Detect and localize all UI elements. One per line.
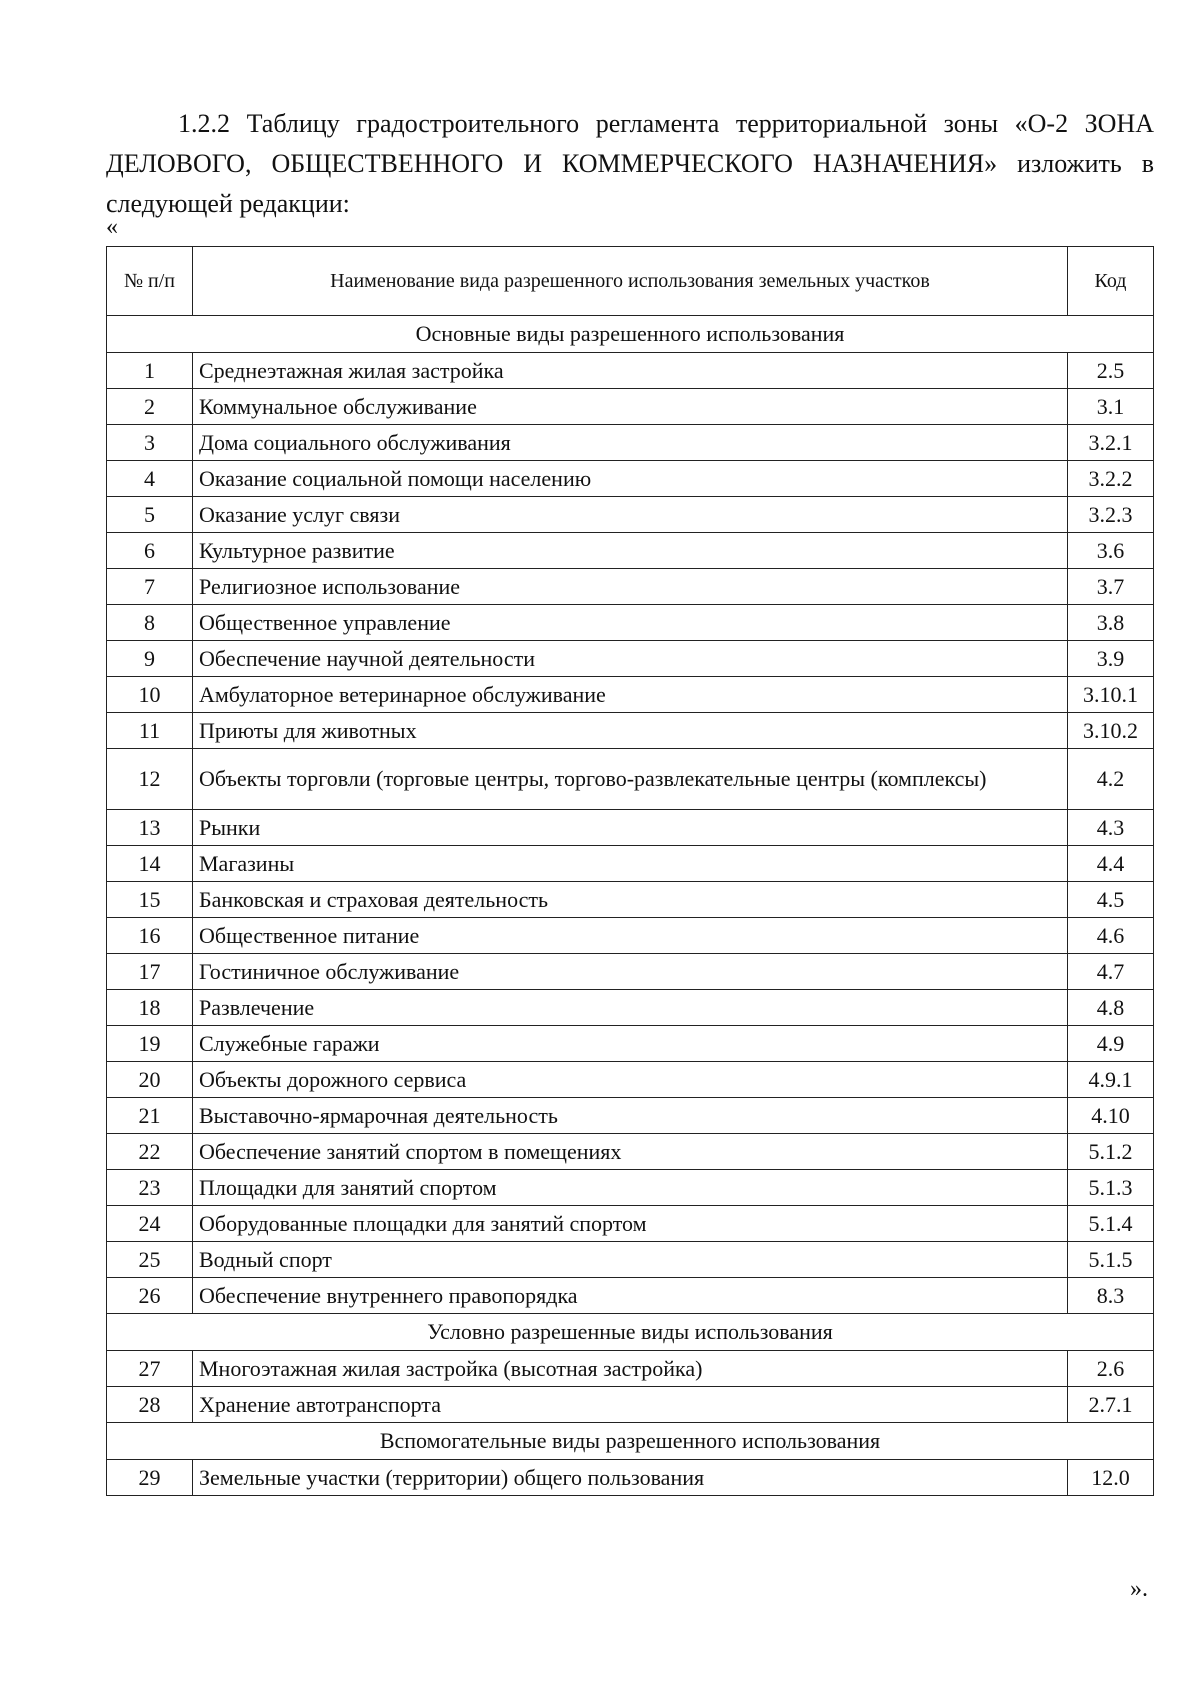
- table-row: [107, 353, 1154, 389]
- cell-code: 5.1.5: [1068, 1242, 1154, 1278]
- cell-num: 18: [107, 990, 193, 1026]
- cell-num: 27: [107, 1351, 193, 1387]
- table-row: [107, 461, 1154, 497]
- cell-code: 12.0: [1068, 1460, 1154, 1496]
- cell-num: 15: [107, 882, 193, 918]
- cell-name: Религиозное использование: [193, 569, 1068, 605]
- table-row: [107, 1206, 1154, 1242]
- section-title: Условно разрешенные виды использования: [107, 1314, 1154, 1351]
- cell-name: Среднеэтажная жилая застройка: [193, 353, 1068, 389]
- table-row: [107, 1242, 1154, 1278]
- cell-num: 19: [107, 1026, 193, 1062]
- cell-code: 5.1.4: [1068, 1206, 1154, 1242]
- cell-name: Развлечение: [193, 990, 1068, 1026]
- table-row: [107, 1062, 1154, 1098]
- table-row: [107, 918, 1154, 954]
- cell-code: 4.3: [1068, 810, 1154, 846]
- cell-name: Выставочно-ярмарочная деятельность: [193, 1098, 1068, 1134]
- cell-name: Площадки для занятий спортом: [193, 1170, 1068, 1206]
- cell-name: Обеспечение занятий спортом в помещениях: [193, 1134, 1068, 1170]
- cell-num: 13: [107, 810, 193, 846]
- intro-paragraph: 1.2.2 Таблицу градостроительного регламента территориальной зоны «О-2 ЗОНА ДЕЛОВОГО, ОБЩЕСТВЕННОГО И КОММЕРЧЕСКОГО НАЗНАЧЕНИЯ» изложить в следующей редакции:: [106, 109, 1154, 218]
- cell-name: Общественное управление: [193, 605, 1068, 641]
- table-row: [107, 1387, 1154, 1423]
- cell-code: 3.7: [1068, 569, 1154, 605]
- cell-num: 14: [107, 846, 193, 882]
- cell-code: 4.8: [1068, 990, 1154, 1026]
- cell-name: Амбулаторное ветеринарное обслуживание: [193, 677, 1068, 713]
- cell-num: 23: [107, 1170, 193, 1206]
- cell-num: 11: [107, 713, 193, 749]
- table-row: [107, 641, 1154, 677]
- section-row: [107, 1314, 1154, 1351]
- cell-name: Обеспечение научной деятельности: [193, 641, 1068, 677]
- table-row: [107, 1026, 1154, 1062]
- cell-name: Хранение автотранспорта: [193, 1387, 1068, 1423]
- cell-code: 3.10.1: [1068, 677, 1154, 713]
- cell-num: 12: [107, 749, 193, 810]
- cell-code: 4.7: [1068, 954, 1154, 990]
- cell-name: Водный спорт: [193, 1242, 1068, 1278]
- cell-name: Рынки: [193, 810, 1068, 846]
- cell-num: 22: [107, 1134, 193, 1170]
- cell-num: 28: [107, 1387, 193, 1423]
- cell-name: Обеспечение внутреннего правопорядка: [193, 1278, 1068, 1314]
- cell-code: 3.9: [1068, 641, 1154, 677]
- table-row: [107, 569, 1154, 605]
- cell-code: 3.2.3: [1068, 497, 1154, 533]
- table-row: [107, 389, 1154, 425]
- cell-name: Культурное развитие: [193, 533, 1068, 569]
- table-row: [107, 533, 1154, 569]
- table-row: [107, 810, 1154, 846]
- cell-num: 21: [107, 1098, 193, 1134]
- cell-num: 6: [107, 533, 193, 569]
- cell-num: 9: [107, 641, 193, 677]
- section-title: Вспомогательные виды разрешенного использования: [107, 1423, 1154, 1460]
- cell-code: 3.8: [1068, 605, 1154, 641]
- table-row: [107, 882, 1154, 918]
- cell-name: Многоэтажная жилая застройка (высотная застройка): [193, 1351, 1068, 1387]
- cell-num: 10: [107, 677, 193, 713]
- cell-code: 8.3: [1068, 1278, 1154, 1314]
- cell-name: Магазины: [193, 846, 1068, 882]
- cell-name: Земельные участки (территории) общего пользования: [193, 1460, 1068, 1496]
- cell-name: Оборудованные площадки для занятий спортом: [193, 1206, 1068, 1242]
- cell-num: 7: [107, 569, 193, 605]
- table-row: [107, 846, 1154, 882]
- cell-code: 4.9: [1068, 1026, 1154, 1062]
- cell-code: 2.6: [1068, 1351, 1154, 1387]
- table-body: [107, 316, 1154, 1496]
- cell-name: Дома социального обслуживания: [193, 425, 1068, 461]
- cell-num: 1: [107, 353, 193, 389]
- cell-name: Гостиничное обслуживание: [193, 954, 1068, 990]
- header-code: Код: [1068, 247, 1154, 316]
- regulation-table: [106, 246, 1154, 1496]
- cell-name: Служебные гаражи: [193, 1026, 1068, 1062]
- section-row: [107, 316, 1154, 353]
- cell-name: Коммунальное обслуживание: [193, 389, 1068, 425]
- cell-num: 29: [107, 1460, 193, 1496]
- cell-name: Общественное питание: [193, 918, 1068, 954]
- cell-num: 24: [107, 1206, 193, 1242]
- table-row: [107, 1098, 1154, 1134]
- table-row: [107, 749, 1154, 810]
- close-quote: ».: [1130, 1576, 1148, 1602]
- cell-name: Оказание услуг связи: [193, 497, 1068, 533]
- table-row: [107, 1278, 1154, 1314]
- table-row: [107, 1351, 1154, 1387]
- cell-code: 3.2.1: [1068, 425, 1154, 461]
- header-num: № п/п: [107, 247, 193, 316]
- cell-code: 3.10.2: [1068, 713, 1154, 749]
- open-quote: «: [106, 214, 118, 240]
- table-row: [107, 677, 1154, 713]
- cell-code: 4.4: [1068, 846, 1154, 882]
- cell-code: 4.10: [1068, 1098, 1154, 1134]
- cell-num: 17: [107, 954, 193, 990]
- table-row: [107, 425, 1154, 461]
- table-row: [107, 605, 1154, 641]
- cell-num: 4: [107, 461, 193, 497]
- cell-num: 2: [107, 389, 193, 425]
- table-row: [107, 1170, 1154, 1206]
- cell-code: 5.1.2: [1068, 1134, 1154, 1170]
- cell-code: 4.9.1: [1068, 1062, 1154, 1098]
- section-row: [107, 1423, 1154, 1460]
- section-title: Основные виды разрешенного использования: [107, 316, 1154, 353]
- cell-num: 5: [107, 497, 193, 533]
- cell-code: 3.2.2: [1068, 461, 1154, 497]
- cell-num: 8: [107, 605, 193, 641]
- table-row: [107, 990, 1154, 1026]
- table-row: [107, 713, 1154, 749]
- cell-num: 16: [107, 918, 193, 954]
- cell-code: 4.2: [1068, 749, 1154, 810]
- cell-code: 3.6: [1068, 533, 1154, 569]
- cell-num: 3: [107, 425, 193, 461]
- table-row: [107, 1134, 1154, 1170]
- cell-code: 3.1: [1068, 389, 1154, 425]
- cell-code: 4.6: [1068, 918, 1154, 954]
- cell-name: Объекты дорожного сервиса: [193, 1062, 1068, 1098]
- cell-num: 20: [107, 1062, 193, 1098]
- cell-name: Приюты для животных: [193, 713, 1068, 749]
- cell-code: 4.5: [1068, 882, 1154, 918]
- table-row: [107, 1460, 1154, 1496]
- cell-name: Объекты торговли (торговые центры, торгово-развлекательные центры (комплексы): [193, 749, 1068, 810]
- table-row: [107, 954, 1154, 990]
- cell-code: 5.1.3: [1068, 1170, 1154, 1206]
- cell-num: 26: [107, 1278, 193, 1314]
- cell-name: Оказание социальной помощи населению: [193, 461, 1068, 497]
- cell-name: Банковская и страховая деятельность: [193, 882, 1068, 918]
- cell-num: 25: [107, 1242, 193, 1278]
- table-row: [107, 497, 1154, 533]
- cell-code: 2.5: [1068, 353, 1154, 389]
- header-name: Наименование вида разрешенного использования земельных участков: [193, 247, 1068, 316]
- cell-code: 2.7.1: [1068, 1387, 1154, 1423]
